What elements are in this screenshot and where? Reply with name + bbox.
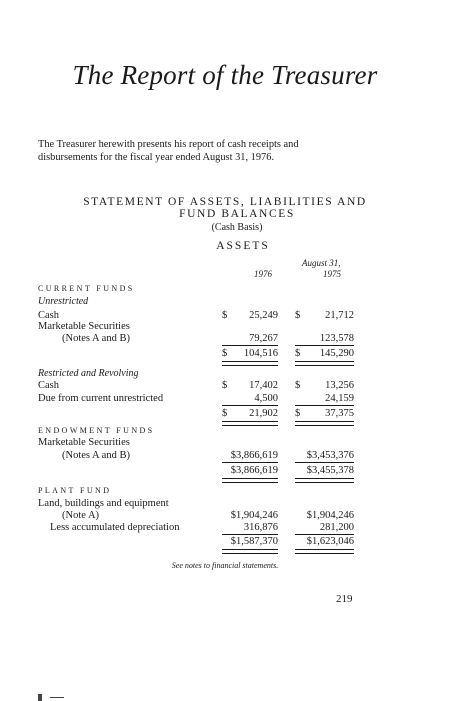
unrestricted-securities-note: (Notes A and B) — [62, 333, 130, 344]
underline — [222, 534, 278, 535]
underline — [295, 462, 354, 463]
dollar-sign: $ — [295, 310, 301, 321]
page-number: 219 — [336, 593, 353, 605]
report-title: The Report of the Treasurer — [72, 60, 378, 90]
dollar-sign: $ — [295, 348, 301, 359]
unrestricted-securities-label: Marketable Securities — [38, 321, 130, 332]
double-underline — [295, 361, 354, 366]
restricted-due-label: Due from current unrestricted — [38, 393, 164, 404]
unrestricted-cash-1975: 21,712 — [325, 310, 354, 321]
double-underline — [222, 478, 278, 483]
unrestricted-total-1975: 145,290 — [319, 348, 354, 359]
scan-artifact — [38, 694, 42, 701]
plant-fund-heading: PLANT FUND — [38, 486, 112, 495]
dollar-sign: $ — [295, 408, 301, 419]
statement-heading-line-2: FUND BALANCES — [179, 208, 295, 220]
double-underline — [222, 549, 278, 554]
statement-heading-line-1: STATEMENT OF ASSETS, LIABILITIES AND — [83, 196, 367, 208]
underline — [295, 534, 354, 535]
dollar-sign: $ — [295, 380, 301, 391]
underline — [295, 345, 354, 346]
endowment-total-1975: $3,455,378 — [306, 465, 354, 476]
underline — [222, 462, 278, 463]
column-year-1976: 1976 — [254, 269, 272, 279]
assets-heading: ASSETS — [216, 240, 270, 252]
restricted-due-1975: 24,159 — [325, 393, 354, 404]
plant-depreciation-1975: 281,200 — [319, 522, 354, 533]
statement-basis: (Cash Basis) — [211, 222, 263, 233]
unrestricted-heading: Unrestricted — [38, 296, 89, 307]
underline — [295, 405, 354, 406]
column-year-1975: 1975 — [323, 269, 341, 279]
double-underline — [222, 421, 278, 426]
double-underline — [295, 478, 354, 483]
plant-depreciation-1976: 316,876 — [243, 522, 278, 533]
restricted-heading: Restricted and Revolving — [38, 368, 139, 379]
dollar-sign: $ — [222, 348, 228, 359]
restricted-cash-1976: 17,402 — [249, 380, 278, 391]
plant-total-1975: $1,623,046 — [306, 536, 354, 547]
unrestricted-cash-label: Cash — [38, 310, 59, 321]
restricted-due-1976: 4,500 — [254, 393, 278, 404]
current-funds-heading: CURRENT FUNDS — [38, 284, 135, 293]
plant-land-1975: $1,904,246 — [306, 510, 354, 521]
dollar-sign: $ — [222, 380, 228, 391]
column-date-header: August 31, — [302, 258, 341, 268]
restricted-total-1975: 37,375 — [325, 408, 354, 419]
double-underline — [295, 421, 354, 426]
intro-line-2: disbursements for the fiscal year ended August 31, 1976. — [38, 152, 275, 163]
plant-total-1976: $1,587,370 — [230, 536, 278, 547]
intro-paragraph — [38, 138, 299, 164]
endowment-securities-label: Marketable Securities — [38, 437, 130, 448]
intro-line-1: The Treasurer herewith presents his report of cash receipts and — [38, 139, 299, 150]
double-underline — [295, 549, 354, 554]
plant-land-note: (Note A) — [62, 510, 100, 521]
endowment-total-1976: $3,866,619 — [230, 465, 278, 476]
restricted-total-1976: 21,902 — [249, 408, 278, 419]
dollar-sign: $ — [222, 310, 228, 321]
scan-artifact — [50, 697, 64, 698]
endowment-funds-heading: ENDOWMENT FUNDS — [38, 426, 155, 435]
underline — [222, 345, 278, 346]
endowment-securities-1976: $3,866,619 — [230, 450, 278, 461]
footnote: See notes to financial statements. — [171, 561, 279, 570]
unrestricted-securities-1975: 123,578 — [319, 333, 354, 344]
dollar-sign: $ — [222, 408, 228, 419]
restricted-cash-1975: 13,256 — [325, 380, 354, 391]
double-underline — [222, 361, 278, 366]
underline — [222, 405, 278, 406]
unrestricted-securities-1976: 79,267 — [249, 333, 278, 344]
plant-land-1976: $1,904,246 — [230, 510, 278, 521]
restricted-cash-label: Cash — [38, 380, 59, 391]
plant-depreciation-label: Less accumulated depreciation — [50, 522, 180, 533]
unrestricted-total-1976: 104,516 — [243, 348, 278, 359]
endowment-securities-1975: $3,453,376 — [306, 450, 354, 461]
plant-land-label: Land, buildings and equipment — [38, 498, 169, 509]
endowment-securities-note: (Notes A and B) — [62, 450, 130, 461]
unrestricted-cash-1976: 25,249 — [249, 310, 278, 321]
